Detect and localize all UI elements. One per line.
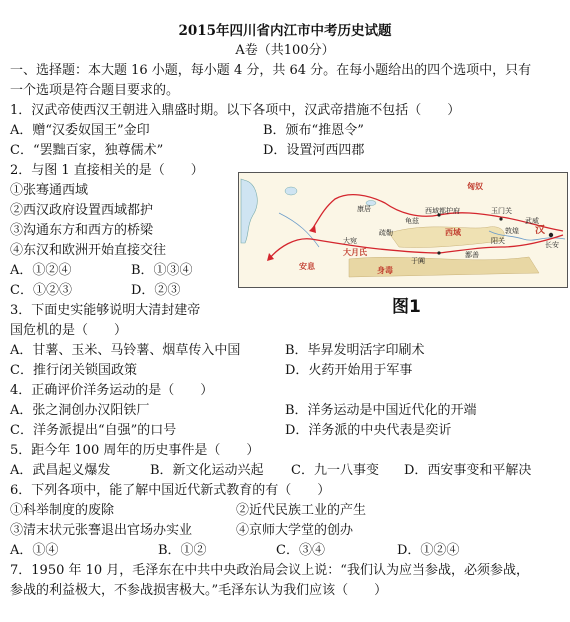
page-title: 2015年四川省内江市中考历史试题 xyxy=(178,23,392,39)
silk-road-map xyxy=(238,172,568,288)
q2-item-1: ①张骞通西域 xyxy=(10,183,89,198)
q2-option-b: B．①③④ xyxy=(131,263,193,278)
q6-item-2: ②近代民族工业的产生 xyxy=(236,503,367,518)
q1-option-c: C．“罢黜百家，独尊儒术” xyxy=(10,143,164,158)
q1-option-b: B．颁布“推恩令” xyxy=(263,123,364,138)
map-lake xyxy=(285,187,297,195)
map-label-xiyu: 西域 xyxy=(445,228,461,237)
map-label-shencheng: 身毒 xyxy=(377,266,393,275)
q5-option-b: B．新文化运动兴起 xyxy=(150,463,264,478)
q3-stem-line2: 国危机的是（ ） xyxy=(10,323,128,338)
q2-item-3: ③沟通东方和西方的桥梁 xyxy=(10,223,154,238)
q2-stem: 2．与图 1 直接相关的是（ ） xyxy=(10,163,204,178)
q4-option-b: B．洋务运动是中国近代化的开端 xyxy=(285,403,477,418)
q4-option-c: C．洋务派提出“自强”的口号 xyxy=(10,423,177,438)
q4-option-d: D．洋务派的中央代表是奕䜣 xyxy=(285,423,452,438)
map-label-changan: 长安 xyxy=(545,241,559,249)
q3-option-c: C．推行闭关锁国政策 xyxy=(10,363,137,378)
q3-option-b: B．毕昇发明活字印刷术 xyxy=(285,343,425,358)
q3-option-a: A．甘薯、玉米、马铃薯、烟草传入中国 xyxy=(10,343,241,358)
q6-item-3: ③清末状元张謇退出官场办实业 xyxy=(10,523,193,538)
map-label-wuwei: 武威 xyxy=(525,217,539,225)
q6-option-d: D．①②④ xyxy=(397,543,460,558)
map-label-kangju: 康居 xyxy=(357,205,371,213)
map-label-qiuci: 龟兹 xyxy=(405,217,419,225)
q6-item-4: ④京师大学堂的创办 xyxy=(236,523,354,538)
q2-option-a: A．①②④ xyxy=(10,263,72,278)
q1-stem: 1．汉武帝使西汉王朝进入鼎盛时期。以下各项中，汉武帝措施不包括（ ） xyxy=(10,103,461,118)
map-label-anxi: 安息 xyxy=(299,262,315,271)
q2-option-c: C．①②③ xyxy=(10,283,72,298)
q6-option-b: B．①② xyxy=(158,543,207,558)
map-label-han: 汉 xyxy=(535,225,545,236)
q3-stem-line1: 3．下面史实能够说明大清封建帝 xyxy=(10,303,201,318)
q6-stem: 6．下列各项中，能了解中国近代新式教育的有（ ） xyxy=(10,483,331,498)
page-subtitle: A卷（共100分） xyxy=(235,43,335,58)
q6-option-c: C．③④ xyxy=(276,543,325,558)
map-city-dot xyxy=(499,217,502,220)
section-intro-line2: 一个选项是符合题目要求的。 xyxy=(10,83,180,98)
map-city-dot xyxy=(437,251,440,254)
q1-option-a: A．赠“汉委奴国王”金印 xyxy=(10,123,150,138)
q7-stem-line1: 7．1950 年 10 月，毛泽东在中共中央政治局会议上说：“我们认为应当参战，必须参战， xyxy=(10,563,529,578)
map-label-xiongnu: 匈奴 xyxy=(467,182,483,191)
map-label-yutian: 于阗 xyxy=(411,257,425,265)
map-label-dunhuang: 敦煌 xyxy=(505,227,519,235)
q5-option-d: D．西安事变和平解决 xyxy=(404,463,532,478)
map-label-shanshan: 鄯善 xyxy=(465,251,479,259)
figure-caption: 图1 xyxy=(392,297,421,317)
section-intro-line1: 一、选择题：本大题 16 小题，每小题 4 分，共 64 分。在每小题给出的四个选项中，只有 xyxy=(10,63,532,78)
q3-option-d: D．火药开始用于军事 xyxy=(285,363,413,378)
q2-option-d: D．②③ xyxy=(131,283,181,298)
q7-stem-line2: 参战的利益极大，不参战损害极大。”毛泽东认为我们应该（ ） xyxy=(10,583,388,598)
map-label-dayuezhi: 大月氏 xyxy=(343,248,367,257)
q2-item-2: ②西汉政府设置西域都护 xyxy=(10,203,154,218)
q1-option-d: D．设置河西四郡 xyxy=(263,143,365,158)
map-label-xiyu-duhu: 西域都护府 xyxy=(425,207,460,215)
q5-option-c: C．九一八事变 xyxy=(291,463,379,478)
map-city-dot xyxy=(549,233,553,237)
q2-item-4: ④东汉和欧洲开始直接交往 xyxy=(10,243,167,258)
q6-item-1: ①科举制度的废除 xyxy=(10,503,115,518)
map-label-yumenguan: 玉门关 xyxy=(491,207,512,215)
q5-stem: 5．距今年 100 周年的历史事件是（ ） xyxy=(10,443,260,458)
map-label-shule: 疏勒 xyxy=(379,229,393,237)
q4-option-a: A．张之洞创办汉阳铁厂 xyxy=(10,403,150,418)
map-label-yangguan: 阳关 xyxy=(491,237,505,245)
q4-stem: 4．正确评价洋务运动的是（ ） xyxy=(10,383,214,398)
q6-option-a: A．①④ xyxy=(10,543,59,558)
q5-option-a: A．武昌起义爆发 xyxy=(10,463,111,478)
map-label-dawan: 大宛 xyxy=(343,237,357,245)
